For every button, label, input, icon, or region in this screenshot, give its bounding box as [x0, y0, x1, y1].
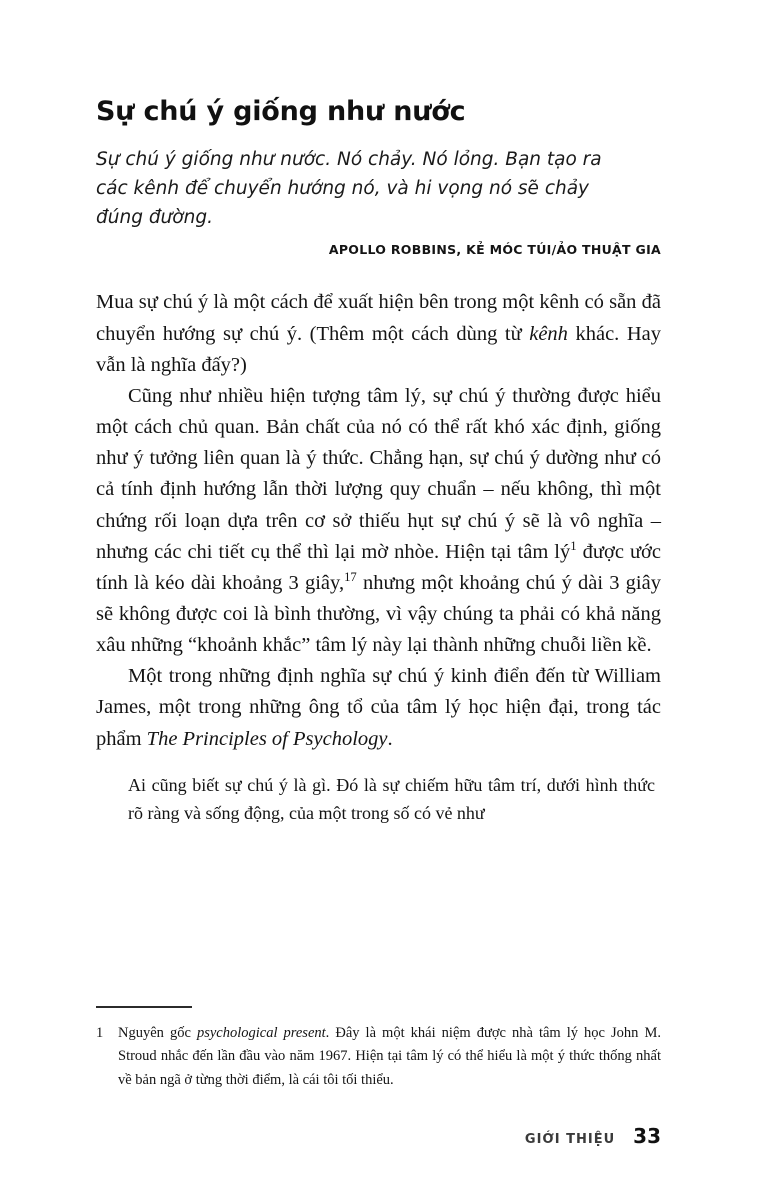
footnote-divider — [96, 1006, 192, 1008]
folio-section-label: GIỚI THIỆU — [524, 1132, 616, 1147]
epigraph-attribution: APOLLO ROBBINS, KẺ MÓC TÚI/ẢO THUẬT GIA — [328, 242, 661, 258]
paragraph: Cũng như nhiều hiện tượng tâm lý, sự chú ý thường được hiểu một cách chủ quan. Bản chất của nó có thể rất khó xác định, giống như ý tưởng liên quan là ý thức. Chẳng hạn, sự chú ý dường như có cả tính định hướng lẫn thời lượng quy chuẩn – nếu không, thì một chứng rối loạn dựa trên cơ sở thiếu hụt sự chú ý sẽ là vô nghĩa – nhưng các chi tiết cụ thể thì lại mờ nhòe. Hiện tại tâm $lý^1$ được ước tính là kéo dài khoảng 3 giây,$^{17}$ nhưng một khoảng chú ý dài 3 giây sẽ không được coi là bình thường, vì vậy chúng ta phải có khả năng xâu những “khoảnh khắc” tâm lý này lại thành những chuỗi liền kề. — [96, 384, 661, 657]
block-quote: Ai cũng biết sự chú ý là gì. Đó là sự chiếm hữu tâm trí, dưới hình thức rõ ràng và sống động, của một trong số có vẻ như — [128, 774, 655, 824]
footnote-number: 1 — [96, 1024, 104, 1041]
footnote-text: Nguyên gốc psychological present. Đây là một khái niệm được nhà tâm lý học John M. Stroud nhắc đến lần đầu vào năm 1967. Hiện tại tâm lý có thể hiểu là một ý thức thống nhất về bản ngã ở từng thời điểm, là cái tôi tối thiểu. — [118, 1024, 661, 1088]
epigraph-text: Sự chú ý giống như nước. Nó chảy. Nó lỏng. Bạn tạo ra các kênh để chuyển hướng nó, và hi vọng nó sẽ chảy đúng đường. — [96, 149, 602, 228]
page-folio — [525, 1124, 661, 1148]
footnote-area — [96, 1006, 661, 1092]
paragraph: Mua sự chú ý là một cách để xuất hiện bên trong một kênh có sẵn đã chuyển hướng sự chú ý. (Thêm một cách dùng từ kênh khác. Hay vẫn là nghĩa đấy?) — [96, 291, 661, 376]
folio-page-number: 33 — [633, 1124, 661, 1148]
page-title: Sự chú ý giống như nước — [96, 96, 466, 127]
paragraph: Một trong những định nghĩa sự chú ý kinh điển đến từ William James, một trong những ông tổ của tâm lý học hiện đại, trong tác phẩm The Principles of Psychology. — [96, 665, 661, 750]
body-text — [96, 287, 661, 754]
footnote — [96, 1022, 661, 1092]
